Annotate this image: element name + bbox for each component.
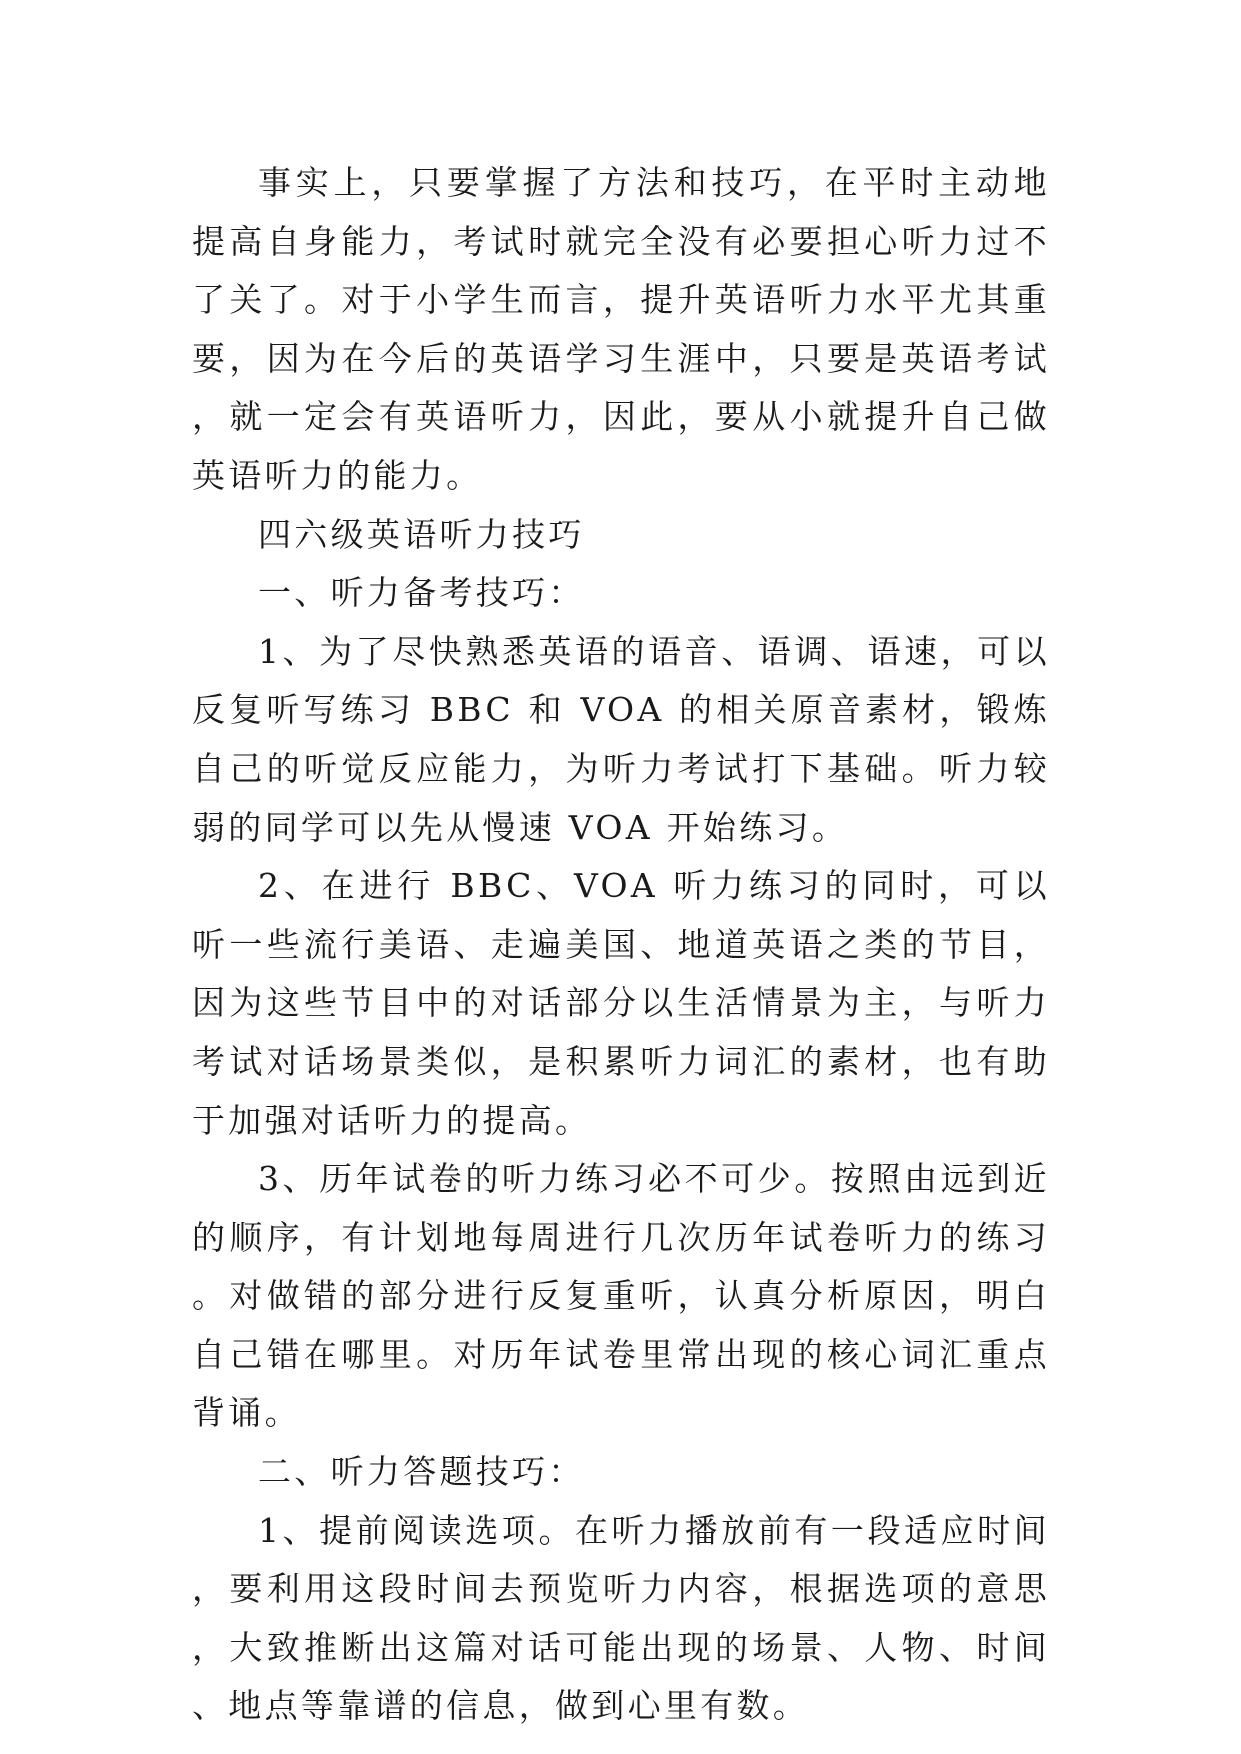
paragraph-answer-tip-1: 1、提前阅读选项。在听力播放前有一段适应时间，要利用这段时间去预览听力内容，根据选项的意思，大致推断出这篇对话可能出现的场景、人物、时间、地点等靠谱的信息，做到心里有数。: [192, 1510, 1050, 1726]
heading-answering-tips: 二、听力答题技巧：: [258, 1452, 585, 1492]
section-title: 四六级英语听力技巧: [258, 514, 585, 554]
paragraph-tip-3: 3、历年试卷的听力练习必不可少。按照由远到近的顺序，有计划地每周进行几次历年试卷听力的练习。对做错的部分进行反复重听，认真分析原因，明白自己错在哪里。对历年试卷里常出现的核心词汇重点背诵。: [192, 1159, 1050, 1433]
heading-preparation-tips: 一、听力备考技巧：: [258, 573, 585, 613]
paragraph-tip-1: 1、为了尽快熟悉英语的语音、语调、语速，可以反复听写练习 BBC 和 VOA 的相关原音素材，锻炼自己的听觉反应能力，为听力考试打下基础。听力较弱的同学可以先从慢速 VOA 开始练习。: [192, 631, 1050, 847]
paragraph-intro: 事实上，只要掌握了方法和技巧，在平时主动地提高自身能力，考试时就完全没有必要担心听力过不了关了。对于小学生而言，提升英语听力水平尤其重要，因为在今后的英语学习生涯中，只要是英语考试，就一定会有英语听力，因此，要从小就提升自己做英语听力的能力。: [192, 163, 1050, 495]
document-body: [192, 154, 1050, 1736]
paragraph-tip-2: 2、在进行 BBC、VOA 听力练习的同时，可以听一些流行美语、走遍美国、地道英语之类的节目，因为这些节目中的对话部分以生活情景为主，与听力考试对话场景类似，是积累听力词汇的素材，也有助于加强对话听力的提高。: [192, 866, 1050, 1140]
